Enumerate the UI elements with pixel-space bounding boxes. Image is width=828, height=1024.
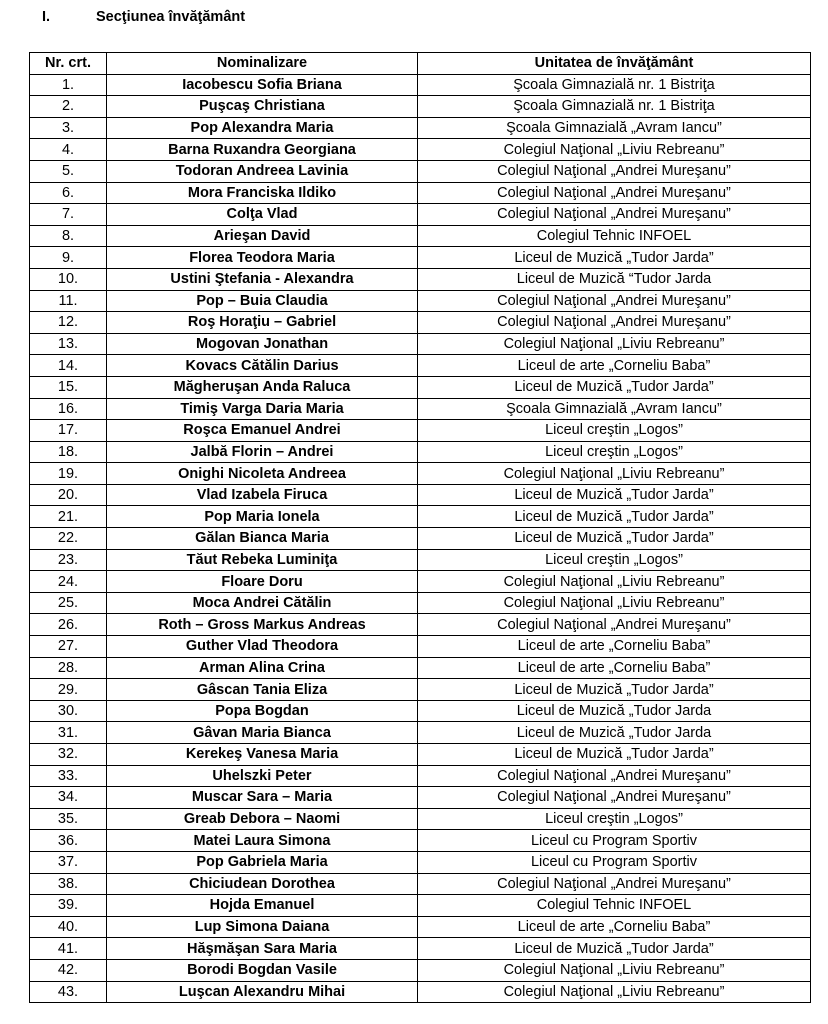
table-row: [30, 506, 811, 528]
table-row: [30, 981, 811, 1003]
table-row: [30, 312, 811, 334]
table-row: [30, 355, 811, 377]
row-number: 42.: [30, 959, 107, 981]
school-name: Colegiul Naţional „Andrei Mureşanu”: [418, 614, 811, 636]
school-name: Colegiul Naţional „Andrei Mureşanu”: [418, 182, 811, 204]
row-number: 26.: [30, 614, 107, 636]
row-number: 14.: [30, 355, 107, 377]
table-row: [30, 959, 811, 981]
table-row: [30, 744, 811, 766]
school-name: Colegiul Naţional „Andrei Mureşanu”: [418, 312, 811, 334]
row-number: 10.: [30, 268, 107, 290]
nominee-name: Roş Horaţiu – Gabriel: [107, 312, 418, 334]
school-name: Liceul de Muzică „Tudor Jarda”: [418, 528, 811, 550]
table-row: [30, 614, 811, 636]
table-row: [30, 117, 811, 139]
school-name: Liceul de Muzică „Tudor Jarda”: [418, 484, 811, 506]
row-number: 15.: [30, 376, 107, 398]
row-number: 37.: [30, 851, 107, 873]
nominee-name: Chiciudean Dorothea: [107, 873, 418, 895]
row-number: 39.: [30, 895, 107, 917]
table-row: [30, 441, 811, 463]
row-number: 29.: [30, 679, 107, 701]
nominee-name: Roth – Gross Markus Andreas: [107, 614, 418, 636]
row-number: 38.: [30, 873, 107, 895]
table-row: [30, 938, 811, 960]
row-number: 32.: [30, 744, 107, 766]
school-name: Liceul de Muzică „Tudor Jarda”: [418, 247, 811, 269]
nominee-name: Muscar Sara – Maria: [107, 787, 418, 809]
nominee-name: Luşcan Alexandru Mihai: [107, 981, 418, 1003]
row-number: 11.: [30, 290, 107, 312]
nominee-name: Ustini Ştefania - Alexandra: [107, 268, 418, 290]
table-row: [30, 851, 811, 873]
table-row: [30, 204, 811, 226]
school-name: Liceul creştin „Logos”: [418, 549, 811, 571]
nominee-name: Gâscan Tania Eliza: [107, 679, 418, 701]
table-row: [30, 700, 811, 722]
row-number: 28.: [30, 657, 107, 679]
nominee-name: Tăut Rebeka Luminiţa: [107, 549, 418, 571]
nominee-name: Kerekeş Vanesa Maria: [107, 744, 418, 766]
row-number: 7.: [30, 204, 107, 226]
nominee-name: Pop Maria Ionela: [107, 506, 418, 528]
nominee-name: Jalbă Florin – Andrei: [107, 441, 418, 463]
school-name: Liceul de Muzică „Tudor Jarda”: [418, 938, 811, 960]
table-row: [30, 74, 811, 96]
school-name: Liceul de Muzică „Tudor Jarda: [418, 722, 811, 744]
table-row: [30, 916, 811, 938]
nominee-name: Barna Ruxandra Georgiana: [107, 139, 418, 161]
school-name: Liceul de Muzică „Tudor Jarda”: [418, 376, 811, 398]
table-row: [30, 528, 811, 550]
row-number: 25.: [30, 592, 107, 614]
row-number: 31.: [30, 722, 107, 744]
table-row: [30, 895, 811, 917]
table-row: [30, 808, 811, 830]
school-name: Colegiul Naţional „Andrei Mureşanu”: [418, 160, 811, 182]
school-name: Liceul de arte „Corneliu Baba”: [418, 636, 811, 658]
row-number: 3.: [30, 117, 107, 139]
nominee-name: Arieşan David: [107, 225, 418, 247]
nominee-name: Onighi Nicoleta Andreea: [107, 463, 418, 485]
school-name: Liceul de Muzică „Tudor Jarda”: [418, 744, 811, 766]
school-name: Colegiul Naţional „Andrei Mureşanu”: [418, 290, 811, 312]
nominee-name: Timiş Varga Daria Maria: [107, 398, 418, 420]
school-name: Colegiul Naţional „Liviu Rebreanu”: [418, 139, 811, 161]
nominee-name: Pop – Buia Claudia: [107, 290, 418, 312]
row-number: 27.: [30, 636, 107, 658]
table-row: [30, 484, 811, 506]
row-number: 23.: [30, 549, 107, 571]
row-number: 13.: [30, 333, 107, 355]
table-row: [30, 830, 811, 852]
school-name: Şcoala Gimnazială nr. 1 Bistriţa: [418, 74, 811, 96]
school-name: Colegiul Naţional „Liviu Rebreanu”: [418, 333, 811, 355]
school-name: Colegiul Naţional „Andrei Mureşanu”: [418, 873, 811, 895]
nominee-name: Lup Simona Daiana: [107, 916, 418, 938]
table-row: [30, 549, 811, 571]
school-name: Liceul de arte „Corneliu Baba”: [418, 916, 811, 938]
school-name: Colegiul Tehnic INFOEL: [418, 895, 811, 917]
nominee-name: Gălan Bianca Maria: [107, 528, 418, 550]
row-number: 21.: [30, 506, 107, 528]
school-name: Liceul creştin „Logos”: [418, 441, 811, 463]
nominee-name: Mogovan Jonathan: [107, 333, 418, 355]
row-number: 41.: [30, 938, 107, 960]
school-name: Liceul de Muzică „Tudor Jarda”: [418, 506, 811, 528]
nominee-name: Colţa Vlad: [107, 204, 418, 226]
table-row: [30, 333, 811, 355]
row-number: 9.: [30, 247, 107, 269]
table-row: [30, 463, 811, 485]
table-row: [30, 873, 811, 895]
nominee-name: Borodi Bogdan Vasile: [107, 959, 418, 981]
school-name: Colegiul Naţional „Liviu Rebreanu”: [418, 463, 811, 485]
row-number: 1.: [30, 74, 107, 96]
nominee-name: Măgheruşan Anda Raluca: [107, 376, 418, 398]
row-number: 5.: [30, 160, 107, 182]
row-number: 16.: [30, 398, 107, 420]
school-name: Liceul creştin „Logos”: [418, 808, 811, 830]
table-row: [30, 592, 811, 614]
nominee-name: Hojda Emanuel: [107, 895, 418, 917]
nominee-name: Vlad Izabela Firuca: [107, 484, 418, 506]
row-number: 18.: [30, 441, 107, 463]
row-number: 6.: [30, 182, 107, 204]
nominee-name: Arman Alina Crina: [107, 657, 418, 679]
school-name: Liceul de Muzică „Tudor Jarda”: [418, 679, 811, 701]
nominee-name: Puşcaş Christiana: [107, 96, 418, 118]
table-row: [30, 722, 811, 744]
table-row: [30, 398, 811, 420]
table-row: [30, 571, 811, 593]
header-unitatea: Unitatea de învăţământ: [418, 53, 811, 75]
school-name: Liceul de arte „Corneliu Baba”: [418, 657, 811, 679]
table-row: [30, 787, 811, 809]
nominee-name: Pop Alexandra Maria: [107, 117, 418, 139]
nominee-name: Pop Gabriela Maria: [107, 851, 418, 873]
row-number: 30.: [30, 700, 107, 722]
nominee-name: Gâvan Maria Bianca: [107, 722, 418, 744]
row-number: 19.: [30, 463, 107, 485]
row-number: 17.: [30, 420, 107, 442]
nominations-table: [29, 52, 811, 1003]
nominee-name: Todoran Andreea Lavinia: [107, 160, 418, 182]
school-name: Liceul de arte „Corneliu Baba”: [418, 355, 811, 377]
school-name: Colegiul Naţional „Andrei Mureşanu”: [418, 765, 811, 787]
section-title: Secţiunea învăţământ: [96, 9, 246, 25]
nominee-name: Moca Andrei Cătălin: [107, 592, 418, 614]
row-number: 2.: [30, 96, 107, 118]
section-heading: [42, 9, 245, 25]
row-number: 12.: [30, 312, 107, 334]
school-name: Liceul de Muzică “Tudor Jarda: [418, 268, 811, 290]
nominee-name: Roşca Emanuel Andrei: [107, 420, 418, 442]
table-row: [30, 268, 811, 290]
table-row: [30, 765, 811, 787]
table-row: [30, 182, 811, 204]
row-number: 43.: [30, 981, 107, 1003]
school-name: Şcoala Gimnazială „Avram Iancu”: [418, 398, 811, 420]
nominee-name: Popa Bogdan: [107, 700, 418, 722]
nominee-name: Floare Doru: [107, 571, 418, 593]
table-row: [30, 636, 811, 658]
table-row: [30, 657, 811, 679]
school-name: Şcoala Gimnazială nr. 1 Bistriţa: [418, 96, 811, 118]
table-row: [30, 290, 811, 312]
row-number: 20.: [30, 484, 107, 506]
table-body: [30, 74, 811, 1003]
table-row: [30, 679, 811, 701]
nominee-name: Guther Vlad Theodora: [107, 636, 418, 658]
school-name: Liceul de Muzică „Tudor Jarda: [418, 700, 811, 722]
school-name: Colegiul Naţional „Liviu Rebreanu”: [418, 981, 811, 1003]
row-number: 40.: [30, 916, 107, 938]
table-row: [30, 376, 811, 398]
section-number: I.: [42, 9, 51, 25]
school-name: Liceul creştin „Logos”: [418, 420, 811, 442]
nominee-name: Uhelszki Peter: [107, 765, 418, 787]
school-name: Colegiul Naţional „Andrei Mureşanu”: [418, 204, 811, 226]
school-name: Şcoala Gimnazială „Avram Iancu”: [418, 117, 811, 139]
school-name: Colegiul Tehnic INFOEL: [418, 225, 811, 247]
school-name: Colegiul Naţional „Liviu Rebreanu”: [418, 571, 811, 593]
nominee-name: Greab Debora – Naomi: [107, 808, 418, 830]
table-row: [30, 160, 811, 182]
nominee-name: Florea Teodora Maria: [107, 247, 418, 269]
header-nr-crt: Nr. crt.: [30, 53, 107, 75]
school-name: Colegiul Naţional „Liviu Rebreanu”: [418, 592, 811, 614]
nominee-name: Matei Laura Simona: [107, 830, 418, 852]
row-number: 4.: [30, 139, 107, 161]
school-name: Colegiul Naţional „Liviu Rebreanu”: [418, 959, 811, 981]
nominee-name: Kovacs Cătălin Darius: [107, 355, 418, 377]
school-name: Colegiul Naţional „Andrei Mureşanu”: [418, 787, 811, 809]
table-row: [30, 420, 811, 442]
school-name: Liceul cu Program Sportiv: [418, 851, 811, 873]
row-number: 8.: [30, 225, 107, 247]
nominee-name: Mora Franciska Ildiko: [107, 182, 418, 204]
table-row: [30, 96, 811, 118]
school-name: Liceul cu Program Sportiv: [418, 830, 811, 852]
row-number: 24.: [30, 571, 107, 593]
row-number: 33.: [30, 765, 107, 787]
nominee-name: Hăşmăşan Sara Maria: [107, 938, 418, 960]
row-number: 34.: [30, 787, 107, 809]
header-nominalizare: Nominalizare: [107, 53, 418, 75]
table-header-row: [30, 53, 811, 75]
row-number: 22.: [30, 528, 107, 550]
table-row: [30, 247, 811, 269]
row-number: 36.: [30, 830, 107, 852]
row-number: 35.: [30, 808, 107, 830]
table-row: [30, 139, 811, 161]
table-row: [30, 225, 811, 247]
nominee-name: Iacobescu Sofia Briana: [107, 74, 418, 96]
